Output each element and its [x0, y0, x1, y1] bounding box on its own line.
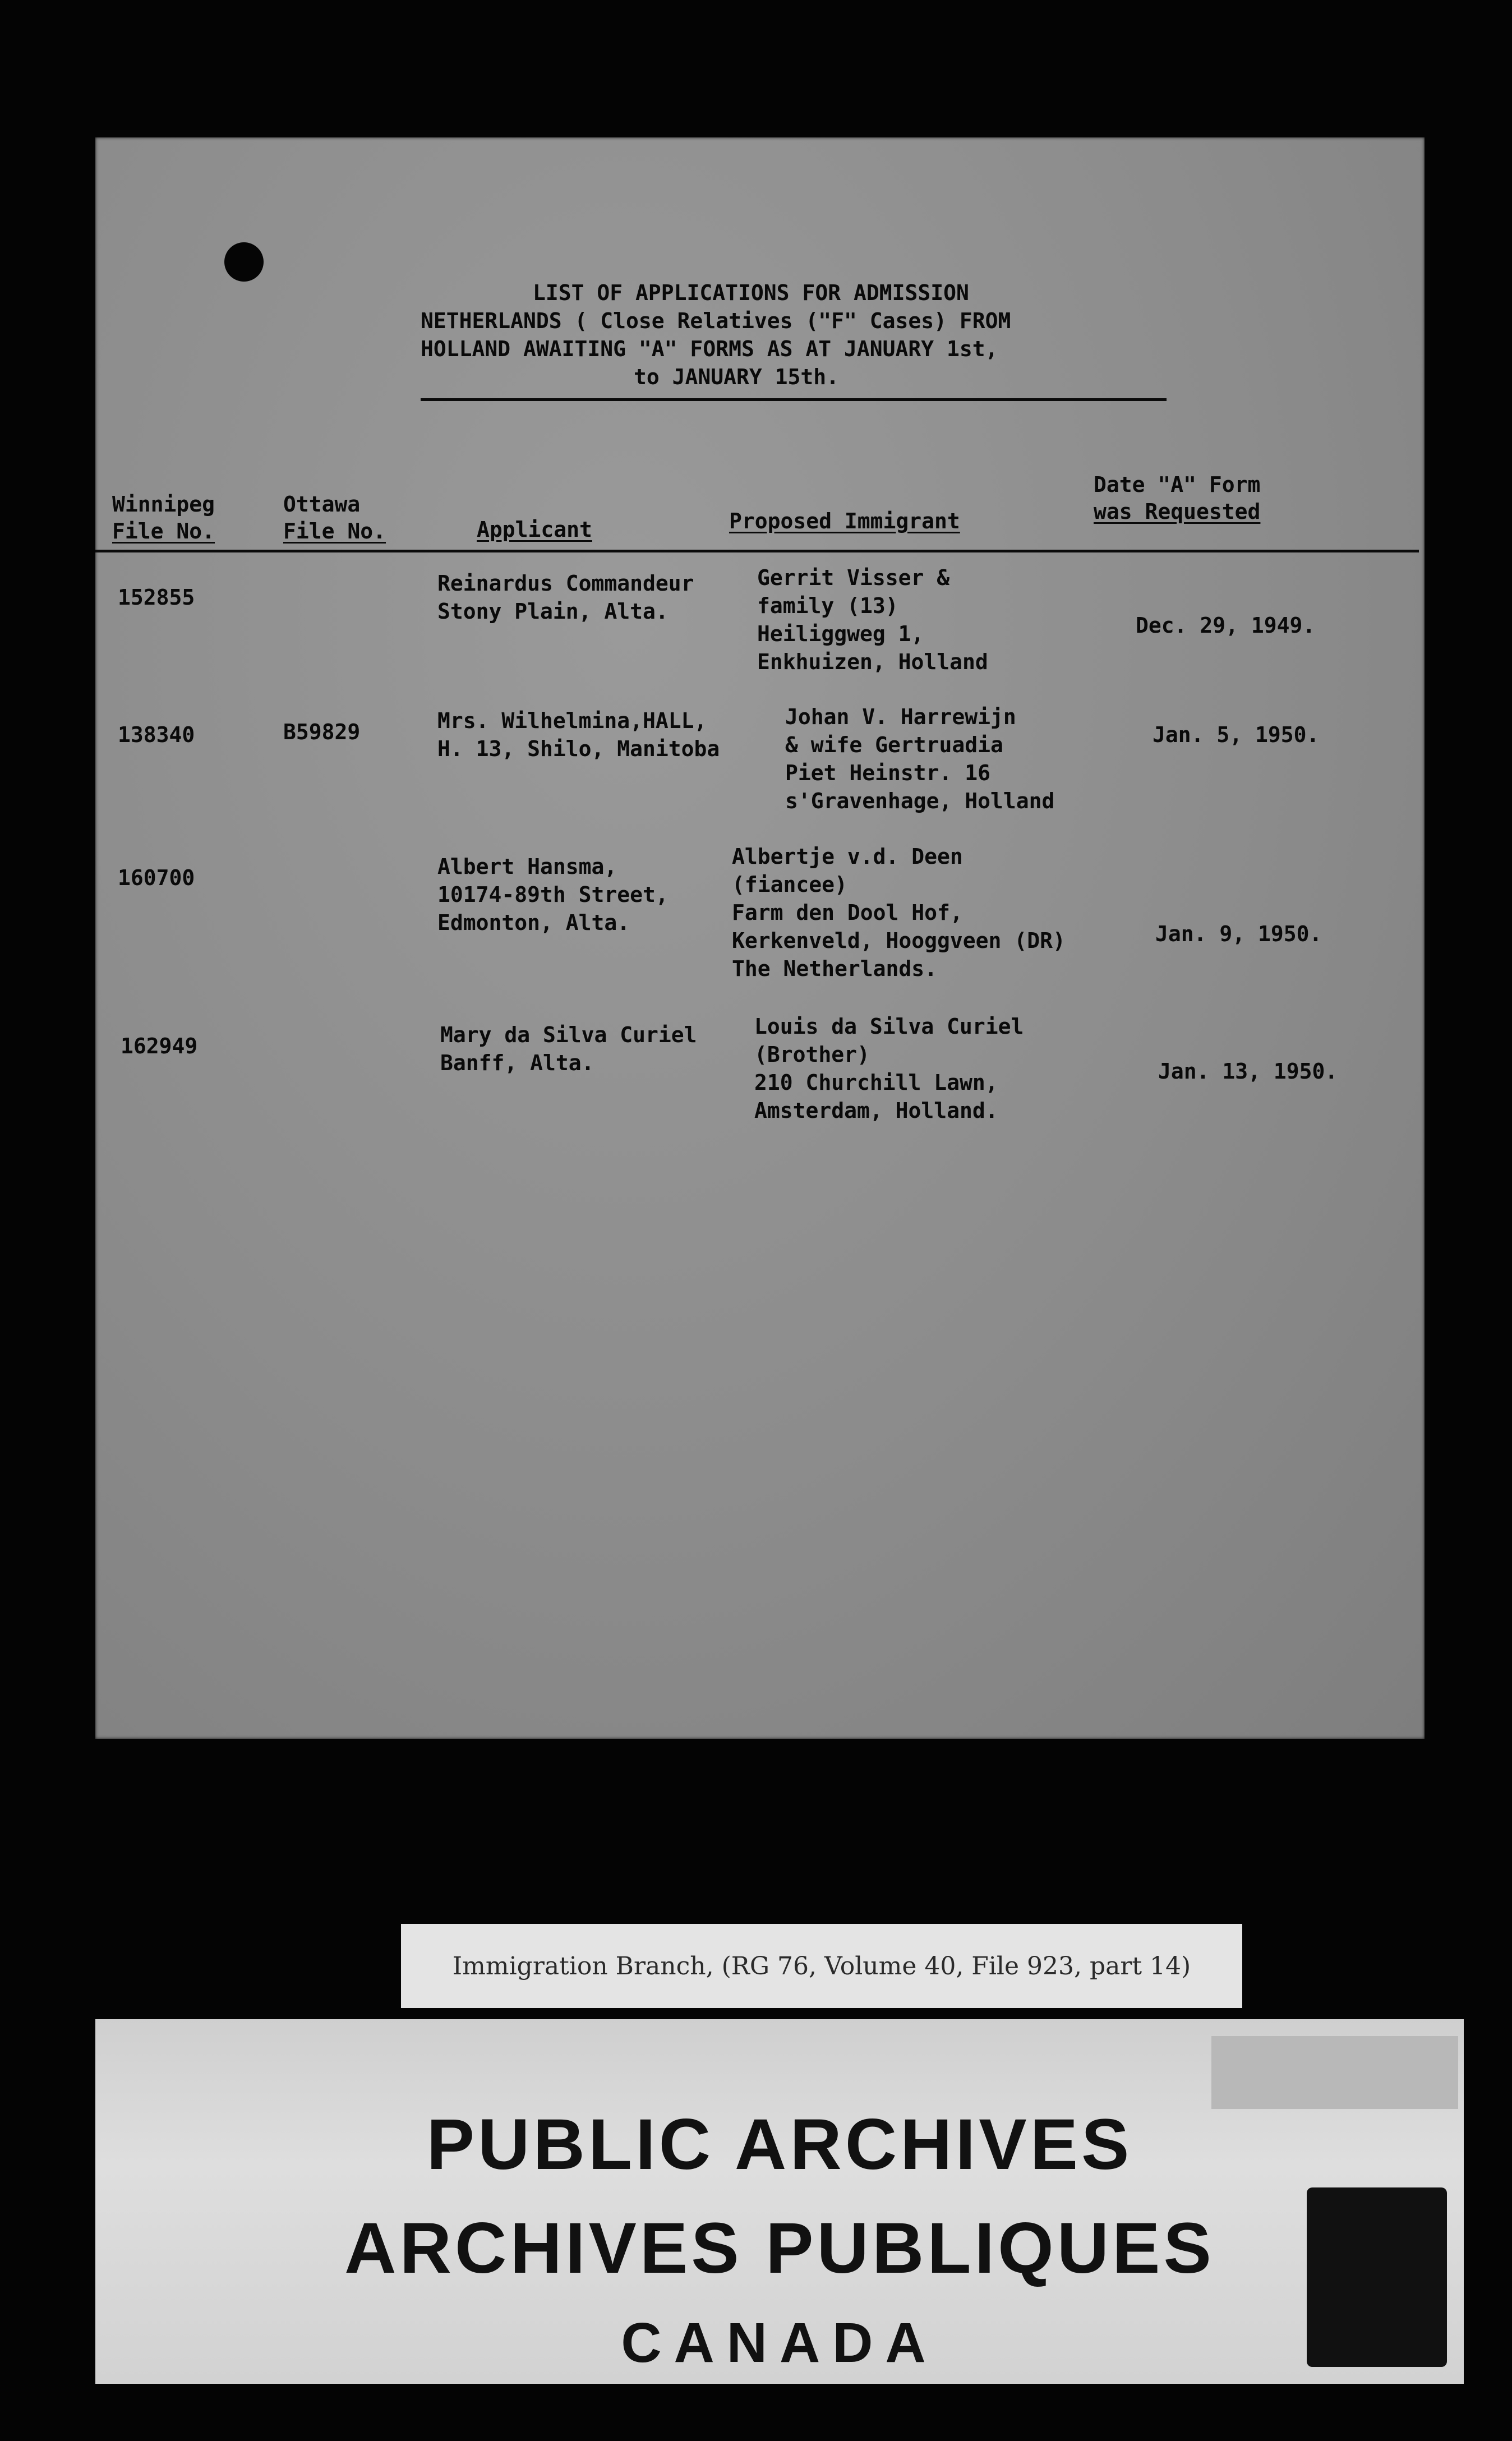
citation-label: Immigration Branch, (RG 76, Volume 40, File 923, part 14) — [401, 1924, 1242, 2008]
stamp-tab — [1211, 2036, 1458, 2109]
header-proposed-immigrant: Proposed Immigrant — [729, 509, 960, 533]
title-line-4: to JANUARY 15th. — [634, 365, 840, 389]
row-3-applicant: Albert Hansma, 10174-89th Street, Edmonton, Alta. — [437, 854, 669, 935]
row-2-ottawa-file: B59829 — [283, 720, 361, 744]
title-underline — [421, 398, 1167, 401]
title-line-3: HOLLAND AWAITING "A" FORMS AS AT JANUARY 1st, — [421, 337, 998, 361]
row-1-applicant: Reinardus Commandeur Stony Plain, Alta. — [437, 571, 694, 624]
row-2-immigrant: Johan V. Harrewijn & wife Gertruadia Piet Heinstr. 16 s'Gravenhage, Holland — [785, 704, 1055, 813]
row-4-winnipeg-file: 162949 — [121, 1034, 198, 1058]
header-ottawa: Ottawa File No. — [283, 492, 386, 544]
row-4-applicant: Mary da Silva Curiel Banff, Alta. — [440, 1023, 697, 1075]
row-1-winnipeg-file: 152855 — [118, 585, 195, 610]
punch-hole — [224, 242, 264, 282]
binder-clip — [1307, 2187, 1447, 2367]
row-3-winnipeg-file: 160700 — [118, 865, 195, 890]
row-4-immigrant: Louis da Silva Curiel (Brother) 210 Churchill Lawn, Amsterdam, Holland. — [754, 1014, 1024, 1123]
stamp-line-1: PUBLIC ARCHIVES — [426, 2104, 1133, 2185]
header-applicant: Applicant — [477, 517, 592, 542]
document-page — [95, 137, 1425, 1739]
header-winnipeg: Winnipeg File No. — [112, 492, 215, 544]
row-1-date: Dec. 29, 1949. — [1136, 613, 1316, 638]
row-2-applicant: Mrs. Wilhelmina,HALL, H. 13, Shilo, Manitoba — [437, 708, 720, 761]
row-2-date: Jan. 5, 1950. — [1153, 722, 1320, 747]
row-4-date: Jan. 13, 1950. — [1158, 1059, 1338, 1084]
row-2-winnipeg-file: 138340 — [118, 722, 195, 747]
row-3-immigrant: Albertje v.d. Deen (fiancee) Farm den Dool Hof, Kerkenveld, Hooggveen (DR) The Netherlands. — [732, 844, 1066, 981]
title-line-1: LIST OF APPLICATIONS FOR ADMISSION — [533, 280, 969, 305]
stamp-line-3: CANADA — [621, 2311, 938, 2374]
row-1-immigrant: Gerrit Visser & family (13) Heiliggweg 1, Enkhuizen, Holland — [757, 565, 988, 674]
header-date-requested: Date "A" Form was Requested — [1094, 472, 1261, 524]
header-rule — [95, 550, 1419, 552]
row-3-date: Jan. 9, 1950. — [1155, 922, 1322, 946]
stamp-line-2: ARCHIVES PUBLIQUES — [344, 2208, 1215, 2288]
title-line-2: NETHERLANDS ( Close Relatives ("F" Cases) FROM — [421, 308, 1011, 333]
